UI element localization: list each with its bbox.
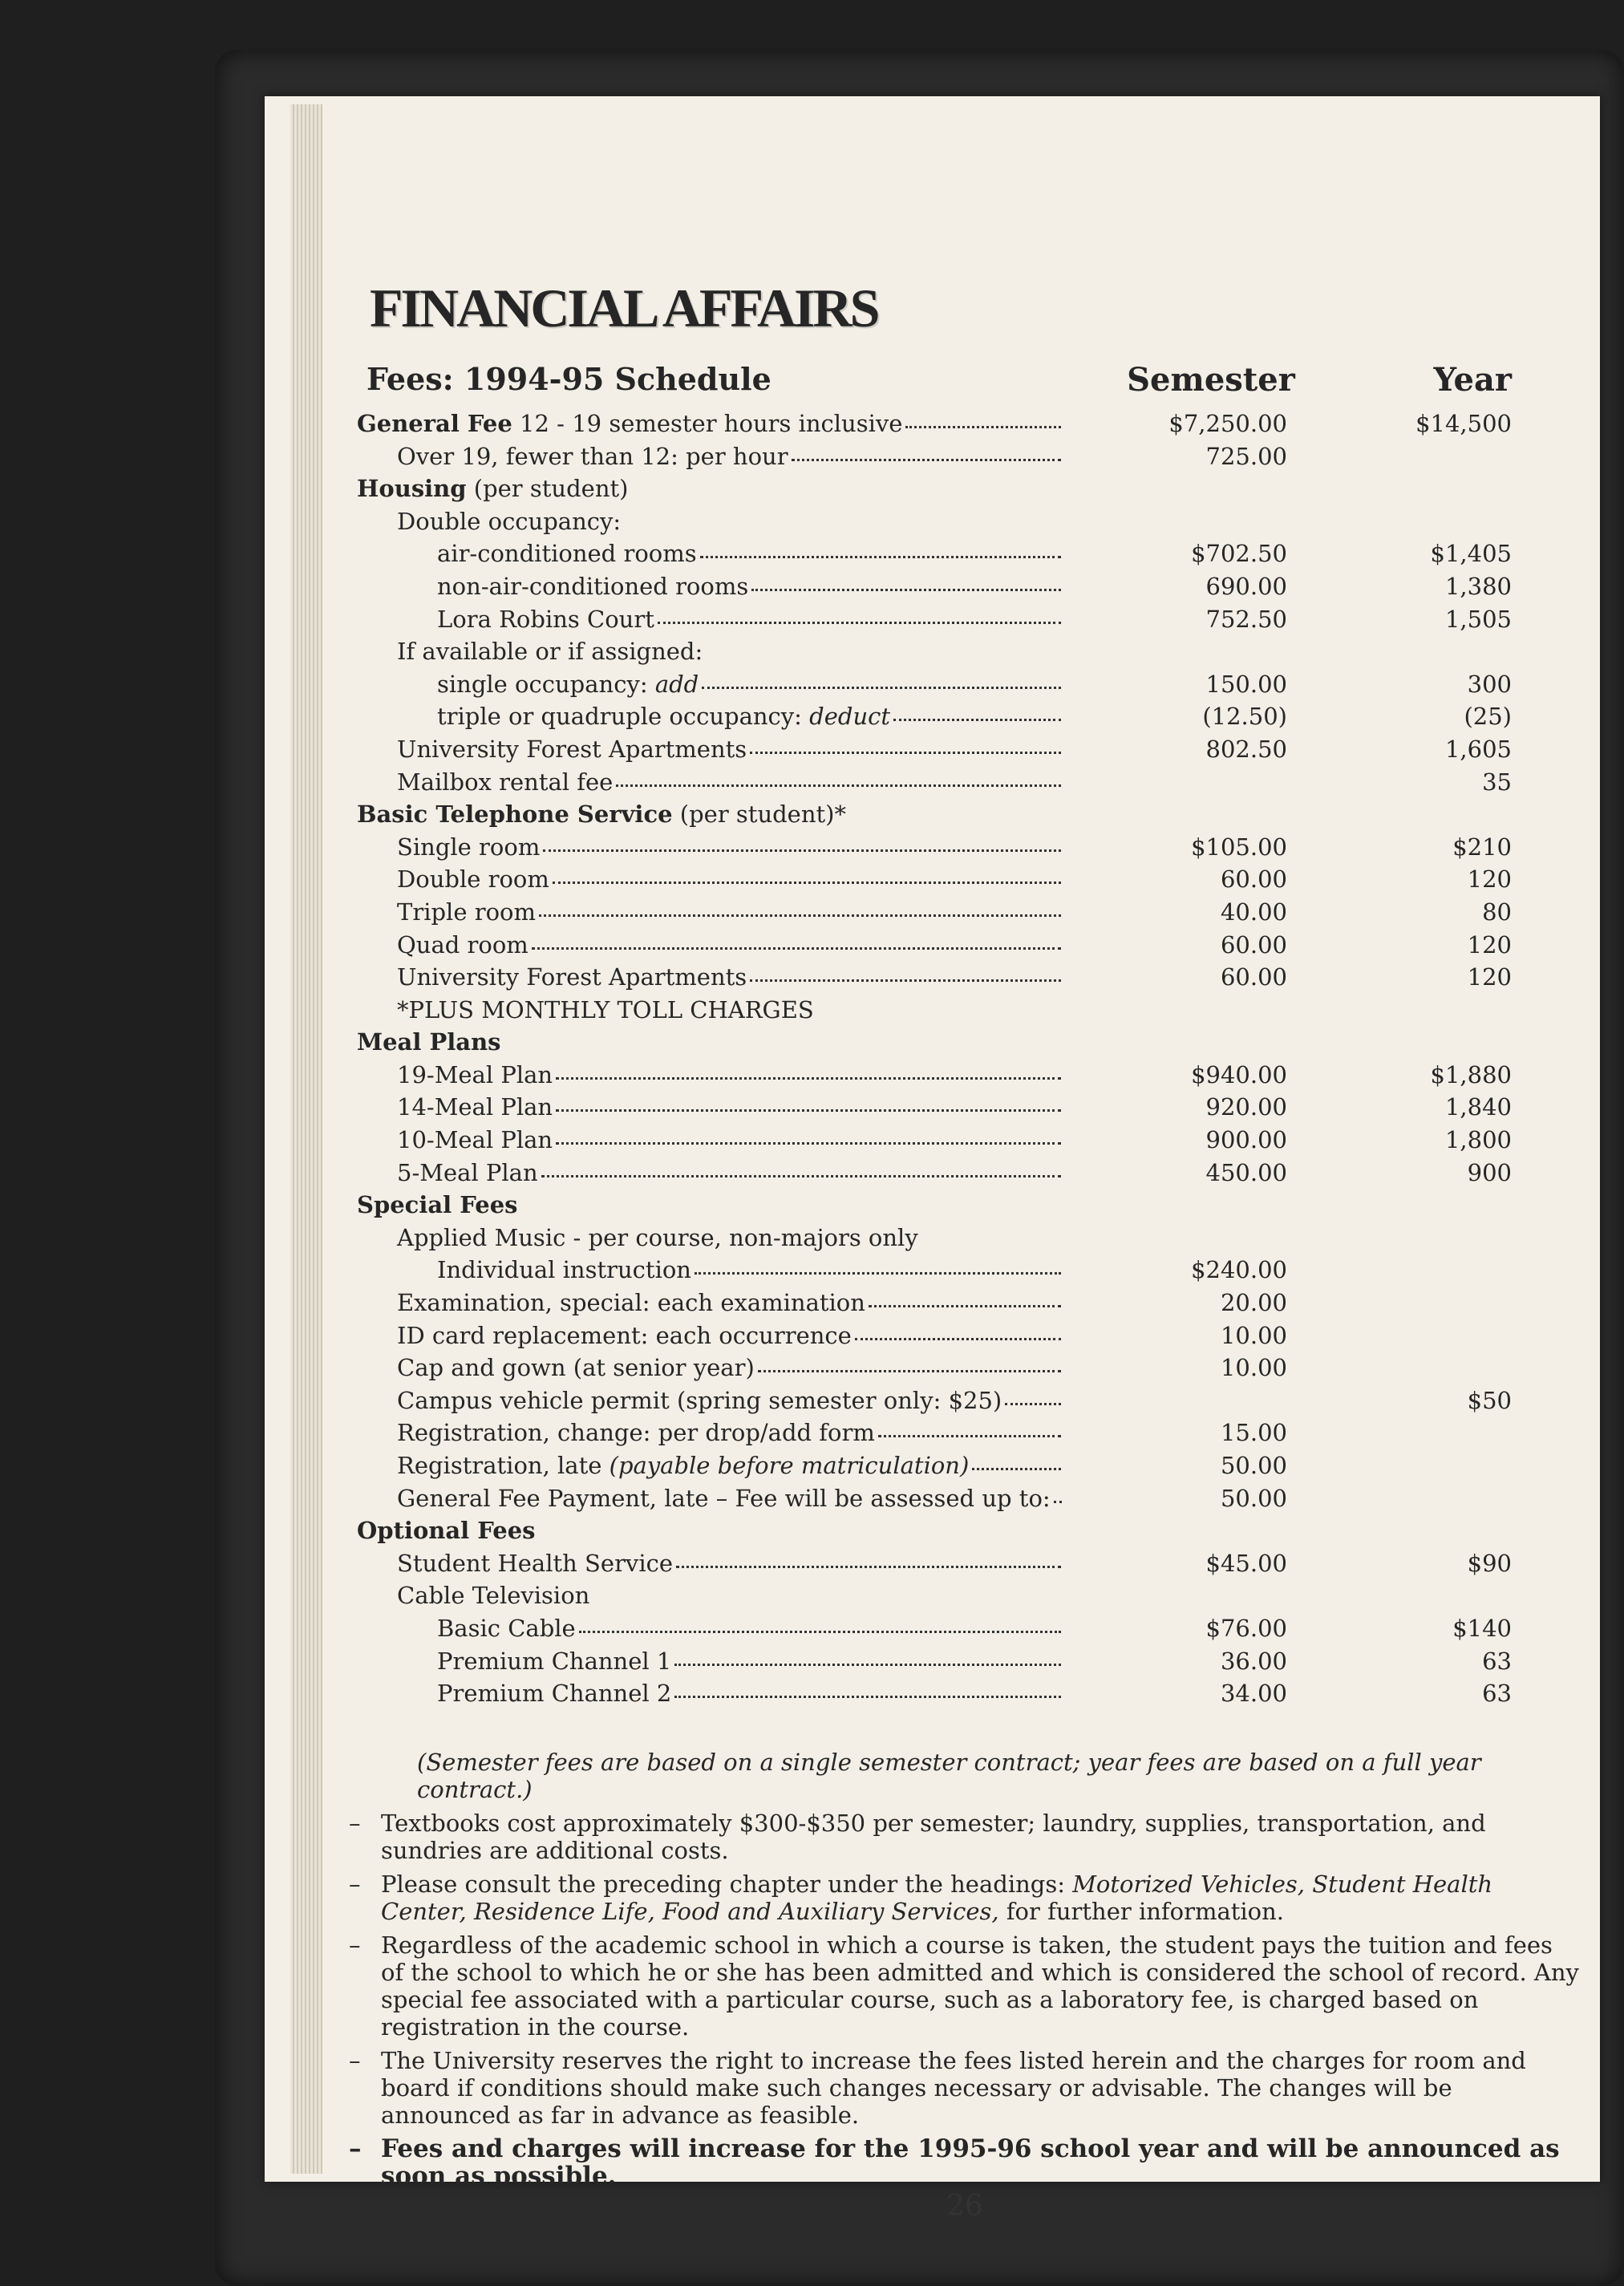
fee-label-text [357, 407, 902, 440]
fee-row [357, 407, 1576, 440]
fee-description: Quad room [397, 930, 529, 959]
fee-description: University Forest Apartments [397, 735, 747, 763]
fee-label [397, 1547, 1063, 1579]
dot-leader [878, 1435, 1061, 1437]
fee-category: General Fee [357, 410, 512, 437]
fee-row [357, 1384, 1576, 1417]
fee-description: triple or quadruple occupancy: [437, 703, 810, 731]
fee-label [397, 1482, 1063, 1514]
fee-row [357, 1287, 1576, 1319]
fee-label-text [397, 1384, 1002, 1417]
fee-category: Optional Fees [357, 1517, 536, 1545]
fee-label [437, 1254, 1063, 1286]
year-amount: 1,505 [1444, 605, 1512, 633]
semester-amount: 920.00 [1205, 1093, 1287, 1121]
year-amount: 35 [1482, 768, 1512, 796]
semester-amount: $702.50 [1191, 540, 1287, 568]
fee-label [397, 440, 1063, 472]
fee-category: Meal Plans [357, 1028, 501, 1056]
fee-notes [349, 1749, 1580, 2196]
fee-row [357, 1449, 1576, 1482]
fee-description: *PLUS MONTHLY TOLL CHARGES [397, 995, 814, 1023]
schedule-heading: Fees: 1994-95 Schedule [367, 361, 772, 397]
semester-amount: $940.00 [1191, 1060, 1287, 1088]
note-item [349, 2135, 1580, 2190]
fee-label [397, 831, 1063, 863]
semester-amount: 40.00 [1220, 898, 1287, 926]
fee-label [397, 1059, 1063, 1091]
fee-label-text [357, 472, 628, 505]
fee-label-text [357, 1189, 517, 1221]
fee-label-text [397, 1091, 553, 1123]
dot-leader [676, 1566, 1061, 1568]
year-amount: $50 [1467, 1386, 1512, 1414]
semester-amount: $76.00 [1205, 1614, 1287, 1642]
note-dash: – [349, 2047, 361, 2074]
fee-label-text [397, 1157, 538, 1189]
fee-label-text [397, 1449, 969, 1481]
fee-row [357, 1124, 1576, 1157]
semester-amount: $240.00 [1191, 1256, 1287, 1284]
fee-label [357, 1514, 1239, 1546]
year-amount: 120 [1467, 930, 1512, 959]
fee-label [397, 961, 1063, 993]
note-item [349, 1810, 1580, 1864]
year-column-header: Year [1433, 361, 1512, 399]
fee-row [357, 1059, 1576, 1092]
fee-description: single occupancy: [437, 670, 655, 698]
fee-row [357, 1482, 1576, 1515]
fee-label [397, 1287, 1063, 1319]
fee-label-text [437, 537, 697, 569]
fee-description: 14-Meal Plan [397, 1093, 553, 1121]
fee-label [357, 407, 1063, 440]
fee-description: air-conditioned rooms [437, 540, 697, 568]
semester-amount: 10.00 [1220, 1354, 1287, 1382]
dot-leader [750, 979, 1061, 982]
fee-label [357, 472, 1239, 505]
fee-description: Registration, late [397, 1452, 610, 1479]
fee-description: General Fee Payment, late – Fee will be assessed up to: [397, 1484, 1051, 1512]
fee-label-text [397, 1319, 852, 1352]
dot-leader [674, 1664, 1061, 1666]
year-amount: 300 [1467, 670, 1512, 698]
year-amount: 1,605 [1444, 735, 1512, 763]
fee-row [357, 863, 1576, 896]
year-amount: $14,500 [1415, 410, 1512, 437]
note-dash: – [349, 2134, 362, 2163]
fee-label [397, 929, 1063, 961]
year-amount: $1,405 [1430, 540, 1512, 568]
fee-row [357, 1514, 1576, 1547]
fee-label [397, 1157, 1063, 1189]
semester-amount: (12.50) [1202, 703, 1287, 731]
dot-leader [541, 1175, 1061, 1177]
fee-label-text [437, 603, 654, 635]
fee-row [357, 1157, 1576, 1190]
fee-row [357, 440, 1576, 473]
dot-leader [1005, 1403, 1061, 1405]
fee-description: 12 - 19 semester hours inclusive [512, 410, 903, 437]
dot-leader [556, 1077, 1061, 1080]
fee-label [437, 1612, 1063, 1644]
semester-amount: 690.00 [1205, 572, 1287, 600]
fee-label-text [397, 1222, 918, 1254]
fee-description: Basic Cable [437, 1614, 576, 1642]
fee-description-italic: add [654, 670, 699, 698]
fee-label [437, 537, 1063, 569]
semester-amount: 60.00 [1220, 930, 1287, 959]
year-amount: $1,880 [1430, 1060, 1512, 1088]
fee-label-text [397, 1352, 755, 1384]
year-amount: 63 [1482, 1680, 1512, 1708]
year-amount: (25) [1464, 703, 1512, 731]
fee-label [357, 1026, 1239, 1058]
fee-description: non-air-conditioned rooms [437, 572, 749, 600]
fee-label [397, 635, 1279, 667]
fee-row [357, 766, 1576, 799]
fee-description: Student Health Service [397, 1549, 673, 1577]
fee-description: If available or if assigned: [397, 638, 703, 666]
year-amount: 120 [1467, 963, 1512, 991]
semester-column-header: Semester [1127, 361, 1295, 399]
fee-label [437, 668, 1063, 700]
dot-leader [1054, 1501, 1062, 1503]
fee-label-text [357, 1026, 500, 1058]
fee-description: Cap and gown (at senior year) [397, 1354, 755, 1382]
fee-category: Special Fees [357, 1191, 518, 1219]
dot-leader [751, 589, 1061, 591]
fee-label [397, 896, 1063, 928]
fee-row [357, 1319, 1576, 1352]
fee-row [357, 929, 1576, 962]
page-number: 26 [946, 2190, 983, 2223]
fee-description-italic: deduct [809, 703, 891, 731]
fee-label [397, 505, 1279, 537]
fee-description: Over 19, fewer than 12: per hour [397, 442, 788, 470]
fee-description: Premium Channel 2 [437, 1680, 672, 1708]
dot-leader [616, 784, 1061, 787]
semester-amount: 20.00 [1220, 1289, 1287, 1317]
fee-label-text [397, 1059, 553, 1091]
fee-row [357, 505, 1576, 538]
fee-row [357, 733, 1576, 766]
year-amount: $90 [1467, 1549, 1512, 1577]
fee-label [397, 1417, 1063, 1449]
fee-label [397, 1222, 1279, 1254]
fee-label-text [397, 505, 621, 537]
semester-amount: 150.00 [1205, 670, 1287, 698]
semester-amount: 10.00 [1220, 1321, 1287, 1349]
fee-label-text [397, 896, 536, 928]
fee-description: Examination, special: each examination [397, 1289, 865, 1317]
fee-label-text [357, 798, 846, 830]
page-edges [290, 104, 322, 2174]
semester-amount: 725.00 [1205, 442, 1287, 470]
fee-label [437, 700, 1063, 732]
dot-leader [905, 426, 1061, 428]
fee-category: Housing [357, 475, 467, 503]
year-amount: 1,840 [1444, 1093, 1512, 1121]
fee-label-text [397, 1287, 865, 1319]
fee-label [437, 603, 1063, 635]
fee-label-text [397, 1482, 1051, 1514]
year-amount: 120 [1467, 865, 1512, 894]
fee-description: ID card replacement: each occurrence [397, 1321, 852, 1349]
note-text: The University reserves the right to increase the fees listed herein and the charges for room and board if conditions should make such changes necessary or advisable. The changes will be announced as far in advance as feasible. [381, 2047, 1526, 2129]
fee-label-text [437, 1612, 576, 1644]
fee-row [357, 1222, 1576, 1254]
dot-leader [893, 719, 1061, 721]
fee-description: Cable Television [397, 1582, 590, 1610]
fee-description: Triple room [397, 898, 536, 926]
fee-label [397, 994, 1279, 1026]
fee-row [357, 961, 1576, 994]
note-text: Textbooks cost approximately $300-$350 per semester; laundry, supplies, transportation, and sundries are additional costs. [381, 1810, 1486, 1864]
semester-amount: $105.00 [1191, 833, 1287, 861]
dot-leader [553, 882, 1061, 884]
fee-label-text [437, 1677, 671, 1709]
fee-row [357, 1645, 1576, 1678]
page-title: FINANCIAL AFFAIRS [370, 278, 878, 338]
fee-description: (per student)* [672, 801, 846, 829]
fee-label-text [357, 1514, 536, 1546]
dot-leader [674, 1696, 1061, 1698]
year-amount: $210 [1452, 833, 1512, 861]
fee-label [397, 1124, 1063, 1156]
fee-description: Registration, change: per drop/add form [397, 1419, 875, 1447]
fee-label-text [397, 1547, 673, 1579]
semester-amount: 450.00 [1205, 1158, 1287, 1186]
note-item [349, 1931, 1580, 2041]
fee-row [357, 1254, 1576, 1287]
fee-row [357, 896, 1576, 929]
semester-amount: $7,250.00 [1168, 410, 1287, 437]
fee-row [357, 472, 1576, 505]
dot-leader [972, 1468, 1061, 1470]
dot-leader [556, 1142, 1061, 1145]
fee-row [357, 1677, 1576, 1710]
fee-row [357, 1026, 1576, 1059]
dot-leader [695, 1272, 1061, 1275]
semester-amount: 802.50 [1205, 735, 1287, 763]
fee-label-text [437, 1254, 691, 1286]
fee-label-text [397, 1124, 553, 1156]
fee-description: Applied Music - per course, non-majors only [397, 1223, 918, 1251]
fee-label [397, 1449, 1063, 1481]
note-text: Fees and charges will increase for the 1995-96 school year and will be announced as soon as possible. [381, 2134, 1560, 2191]
fee-row [357, 603, 1576, 636]
fee-label [397, 733, 1063, 765]
fee-label-text [397, 863, 549, 895]
semester-amount: 36.00 [1220, 1647, 1287, 1675]
fee-description: 10-Meal Plan [397, 1126, 553, 1154]
note-text-italic: Motorized Vehicles, Student Health Center, Residence Life, Food and Auxiliary Services, [381, 1871, 1493, 1925]
year-amount: 1,380 [1444, 572, 1512, 600]
fee-description: 19-Meal Plan [397, 1060, 553, 1088]
fee-description-italic: (payable before matriculation) [609, 1452, 970, 1479]
fee-label [437, 1677, 1063, 1709]
fee-label-text [397, 961, 747, 993]
fee-row [357, 668, 1576, 701]
dot-leader [750, 752, 1061, 754]
fee-description: Double occupancy: [397, 507, 622, 535]
year-amount: 80 [1482, 898, 1512, 926]
fee-description: Campus vehicle permit (spring semester only: $25) [397, 1386, 1002, 1414]
semester-amount: 752.50 [1205, 605, 1287, 633]
fee-category: Basic Telephone Service [357, 801, 673, 829]
fee-label [397, 1579, 1279, 1611]
year-amount: 63 [1482, 1647, 1512, 1675]
fee-description: University Forest Apartments [397, 963, 747, 991]
fee-label-text [397, 929, 529, 961]
note-dash: – [349, 1810, 361, 1837]
fee-row [357, 635, 1576, 668]
fee-description: 5-Meal Plan [397, 1158, 538, 1186]
fee-description: Double room [397, 865, 549, 894]
dot-leader [869, 1305, 1061, 1307]
dot-leader [539, 914, 1061, 917]
fee-label-text [397, 994, 814, 1026]
note-item [349, 2047, 1580, 2129]
fee-label-text [437, 570, 748, 602]
fee-label [397, 863, 1063, 895]
fee-label-text [437, 700, 890, 732]
dot-leader [792, 459, 1061, 461]
fee-description: Mailbox rental fee [397, 768, 614, 796]
fee-description: Lora Robins Court [437, 605, 654, 633]
semester-amount: 15.00 [1220, 1419, 1287, 1447]
semester-amount: 60.00 [1220, 865, 1287, 894]
fee-schedule-header [357, 361, 1576, 407]
fee-row [357, 1547, 1576, 1580]
note-text: Regardless of the academic school in which a course is taken, the student pays the tuition and fees of the school to which he or she has been admitted and which is considered the school of record. Any special fee associated with a particular course, such as a laboratory fee, is charged based on registration in the course. [381, 1931, 1579, 2041]
fee-row [357, 700, 1576, 733]
fee-row [357, 994, 1576, 1027]
fee-description: Premium Channel 1 [437, 1647, 672, 1675]
note-text: Please consult the preceding chapter under the headings: [381, 1871, 1073, 1898]
fee-row [357, 1612, 1576, 1645]
fee-label-text [397, 766, 613, 798]
fee-label-text [397, 733, 747, 765]
fee-label [437, 1645, 1063, 1677]
semester-amount: 900.00 [1205, 1126, 1287, 1154]
fee-row [357, 537, 1576, 570]
dot-leader [543, 849, 1061, 852]
fee-label-text [397, 440, 788, 472]
fee-label-text [437, 1645, 671, 1677]
year-amount: 1,800 [1444, 1126, 1512, 1154]
fee-label [397, 1352, 1063, 1384]
fee-label-text [397, 1579, 589, 1611]
fee-description: Individual instruction [437, 1256, 691, 1284]
fee-row [357, 1091, 1576, 1124]
fee-schedule [357, 361, 1576, 1710]
dot-leader [702, 687, 1061, 689]
fee-row [357, 831, 1576, 864]
dot-leader [855, 1338, 1061, 1340]
fee-row [357, 1189, 1576, 1222]
notes-list [349, 1810, 1580, 2190]
fee-row [357, 798, 1576, 831]
note-dash: – [349, 1871, 361, 1898]
fee-row [357, 570, 1576, 603]
note-dash: – [349, 1931, 361, 1959]
dot-leader [556, 1109, 1061, 1112]
fee-label-text [397, 635, 703, 667]
semester-amount: 60.00 [1220, 963, 1287, 991]
dot-leader [700, 556, 1061, 558]
fee-label [357, 1189, 1239, 1221]
fee-label [397, 766, 1063, 798]
dot-leader [758, 1370, 1061, 1372]
dot-leader [658, 622, 1061, 624]
year-amount: $140 [1452, 1614, 1512, 1642]
fee-row [357, 1417, 1576, 1449]
fee-label-text [437, 668, 699, 700]
semester-amount: 50.00 [1220, 1484, 1287, 1512]
fee-label [437, 570, 1063, 602]
fee-row [357, 1579, 1576, 1612]
note-text: for further information. [998, 1898, 1285, 1925]
fee-row [357, 1352, 1576, 1384]
fee-rows [357, 407, 1576, 1710]
fee-description: Single room [397, 833, 541, 861]
fee-label [357, 798, 1239, 830]
fee-label-text [397, 1417, 875, 1449]
fee-label-text [397, 831, 540, 863]
notes-intro: (Semester fees are based on a single semester contract; year fees are based on a full year contract.) [417, 1749, 1481, 1803]
fee-label [397, 1384, 1063, 1417]
dot-leader [532, 947, 1061, 950]
semester-amount: 50.00 [1220, 1452, 1287, 1479]
semester-amount: $45.00 [1205, 1549, 1287, 1577]
fee-description: (per student) [466, 475, 629, 503]
dot-leader [579, 1631, 1061, 1633]
year-amount: 900 [1467, 1158, 1512, 1186]
fee-label [397, 1091, 1063, 1123]
fee-label [397, 1319, 1063, 1352]
semester-amount: 34.00 [1220, 1680, 1287, 1708]
note-item [349, 1871, 1580, 1925]
